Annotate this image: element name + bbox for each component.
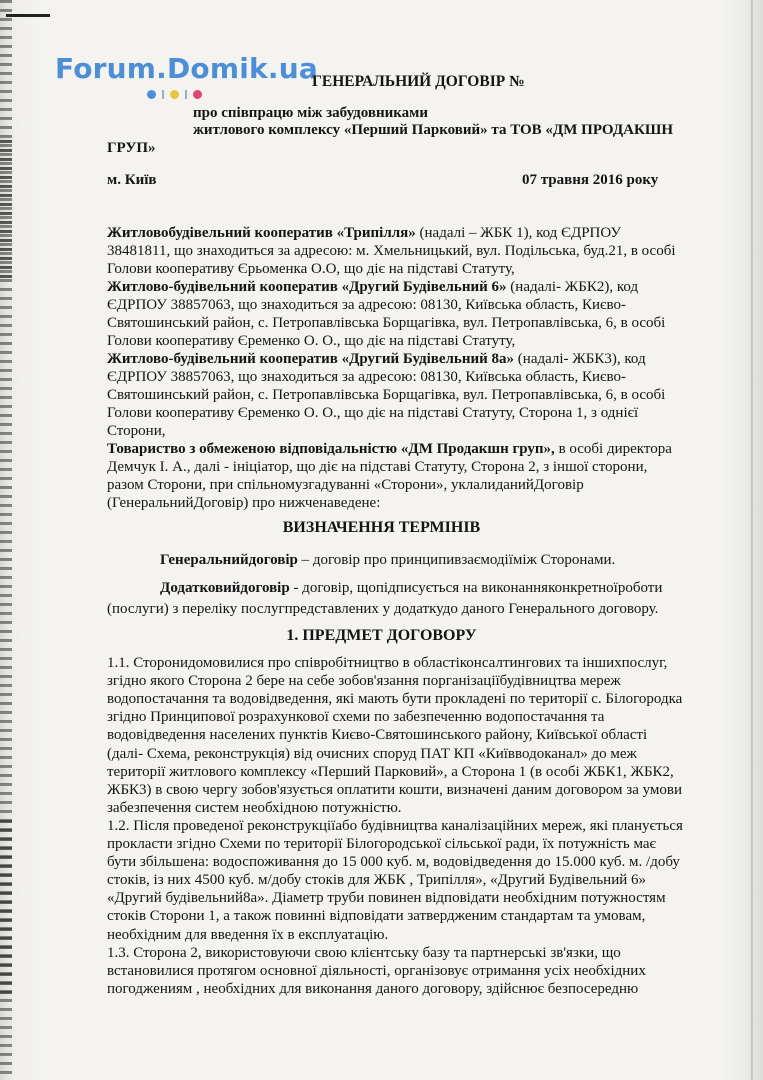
section-1-line: згідно Принципової розрахункової схеми по забезпеченню водопостачання та: [107, 709, 605, 726]
party-3-line-4: Голови кооперативу Єременко О. О., що діє на підставі Статуту, Сторона 1, з однієї: [107, 405, 639, 421]
party-2-line-2: ЄДРПОУ 38857063, що знаходиться за адресою: 08130, Київська область, Києво-: [107, 297, 626, 313]
section-1-line: 1.2. Після проведеної реконструкціїабо будівництва каналізаційних мереж, які планується: [107, 817, 683, 834]
party-3-name: Житлово-будівельний кооператив «Другий Будівельний 8а»: [107, 351, 515, 367]
definition-2-term: Додатковийдоговір: [160, 580, 290, 596]
section-1-line: території житлового комплексу «Перший Парковий», а Сторона 1 (в особі ЖБК1, ЖБК2,: [107, 763, 674, 780]
party-1-details: (надалі – ЖБК 1), код ЄДРПОУ: [415, 225, 621, 241]
section-1-line: бути збільшена: водоспоживання до 15 000 куб. м, водовідведення до 15.000 куб. м. /добу: [107, 854, 680, 871]
watermark-bar: [162, 90, 164, 99]
section-1-heading: 1. ПРЕДМЕТ ДОГОВОРУ: [286, 627, 477, 644]
party-1-line-2: 38481811, що знаходиться за адресою: м. Хмельницький, вул. Подільська, буд.21, в особі: [107, 243, 676, 259]
section-1-line: погоджениям , необхідних для виконання даного договору, здійснює безпосередню: [107, 980, 639, 997]
party-2-line-3: Святошинський район, с. Петропавлівська Борщагівка, вул. Петропавлівська, 6, в особі: [107, 315, 666, 331]
section-1-line: водовідведення населених пунктів Києво-Святошинського району, Київської області: [107, 727, 648, 744]
party-3-line-5: Сторони,: [107, 423, 166, 439]
party-1-name: Житловобудівельний кооператив «Трипілля»: [107, 225, 416, 241]
party-4-name: Товариство з обмеженою відповідальністю «ДМ Продакшн груп»,: [107, 441, 555, 457]
page-right-edge: [751, 0, 753, 1080]
party-3-details: (надалі- ЖБК3), код: [514, 351, 646, 367]
section-1-line: «Другий будівельний8а». Діаметр труби повинен відповідати необхідним потужностям: [107, 890, 666, 907]
contract-place: м. Київ: [107, 172, 157, 188]
scan-dash-mark: [6, 14, 50, 17]
section-1-line: 1.1. Сторонидомовилися про співробітництво в областіконсалтингових та іншихпослуг,: [107, 655, 668, 671]
party-4-line-2: Демчук І. А., далі - ініціатор, що діє на підставі Статуту, Сторона 2, з іншої сторони,: [107, 459, 648, 475]
contract-title: ГЕНЕРАЛЬНИЙ ДОГОВІР №: [312, 73, 525, 90]
party-4-line-1: [107, 440, 672, 458]
watermark-dot-pink: [193, 90, 202, 99]
party-2-details: (надалі- ЖБК2), код: [506, 279, 639, 295]
watermark-dot-blue: [147, 90, 156, 99]
party-3-line-1: [107, 350, 646, 368]
section-1-line: встановилися протягом основної діяльності, організовує отримання усіх необхідних: [107, 962, 646, 979]
section-1-line: водопостачання та водовідведення, які мають бути прокладені по території с. Білогородка: [107, 691, 683, 708]
party-4-line-4: (ГенеральнийДоговір) про нижченаведене:: [107, 495, 381, 511]
party-1-line-3: Голови кооперативу Єрьоменка О.О, що діє на підставі Статуту,: [107, 261, 515, 277]
party-2-name: Житлово-будівельний кооператив «Другий Будівельний 6»: [107, 279, 507, 295]
party-2-line-4: Голови кооперативу Єременко О. О., що діє на підставі Статуту,: [107, 333, 516, 349]
definitions-heading: ВИЗНАЧЕННЯ ТЕРМІНІВ: [282, 519, 481, 536]
section-1-line: згідно якого Сторона 2 бере на себе зобов'язання порганізаціїбудівництва мереж: [107, 673, 621, 690]
watermark-dot-yellow: [170, 90, 179, 99]
section-1-line: прокласти згідно Схеми по території Білогородської сільської ради, їх потужність має: [107, 836, 656, 852]
party-4-line-3: разом Сторони, при спільномузгадуванні «Сторони», уклалиданийДоговір: [107, 477, 584, 493]
definition-2-text: - договір, щопідписується на виконанняконкретноїроботи: [289, 580, 663, 596]
contract-subtitle-line-2: житлового комплексу «Перший Парковий» та ТОВ «ДМ ПРОДАКШН: [193, 122, 673, 138]
scan-edge-mark: [0, 140, 12, 280]
section-1-line: 1.3. Сторона 2, використовуючи свою клієнтську базу та партнерські зв'язки, що: [107, 944, 621, 961]
contract-date: 07 травня 2016 року: [522, 172, 659, 188]
scan-edge-mark: [0, 820, 12, 1000]
contract-subtitle-line-3: ГРУП»: [107, 140, 156, 156]
section-1-line: (далі- Схема, реконструкція) від очисних споруд ПАТ КП «Київводоканал» до меж: [107, 745, 637, 762]
section-1-line: стоків, із них 4500 куб. м/добу стоків для ЖБК , Трипілля», «Другий Будівельний 6»: [107, 872, 647, 889]
definition-2-line-2: (послуги) з переліку послугпредставлених у додаткудо даного Генерального договору.: [107, 601, 659, 617]
section-1-line: ЖБК3) в свою чергу зобов'язується оплатити кошти, визначені даним договором за умови: [107, 781, 683, 798]
party-1-line-1: [107, 224, 621, 242]
definition-2-line-1: [160, 579, 662, 597]
definition-1-term: Генеральнийдоговір: [160, 552, 298, 568]
watermark-bar: [185, 90, 187, 99]
section-1-line: забезпечення систем необхідною потужністю.: [107, 799, 402, 816]
watermark-dots: [147, 90, 202, 99]
section-1-line: стоків Сторони 1, а також повинні відповідати затвердженим стандартам та умовам,: [107, 908, 646, 925]
definition-1: [160, 551, 615, 569]
watermark-logo: Forum.Domik.ua: [55, 52, 318, 85]
contract-subtitle-line-1: про співпрацю між забудовниками: [193, 105, 429, 121]
definition-1-text: – договір про принципивзаємодіїміж Сторонами.: [297, 552, 616, 568]
party-2-line-1: [107, 278, 638, 296]
party-4-details: в особі директора: [554, 441, 672, 457]
party-3-line-3: Святошинський район, с. Петропавлівська Борщагівка, вул. Петропавлівська, 6, в особі: [107, 387, 666, 403]
section-1-line: необхідним для введення їх в експлуатацію.: [107, 926, 389, 943]
party-3-line-2: ЄДРПОУ 38857063, що знаходиться за адресою: 08130, Київська область, Києво-: [107, 369, 626, 385]
